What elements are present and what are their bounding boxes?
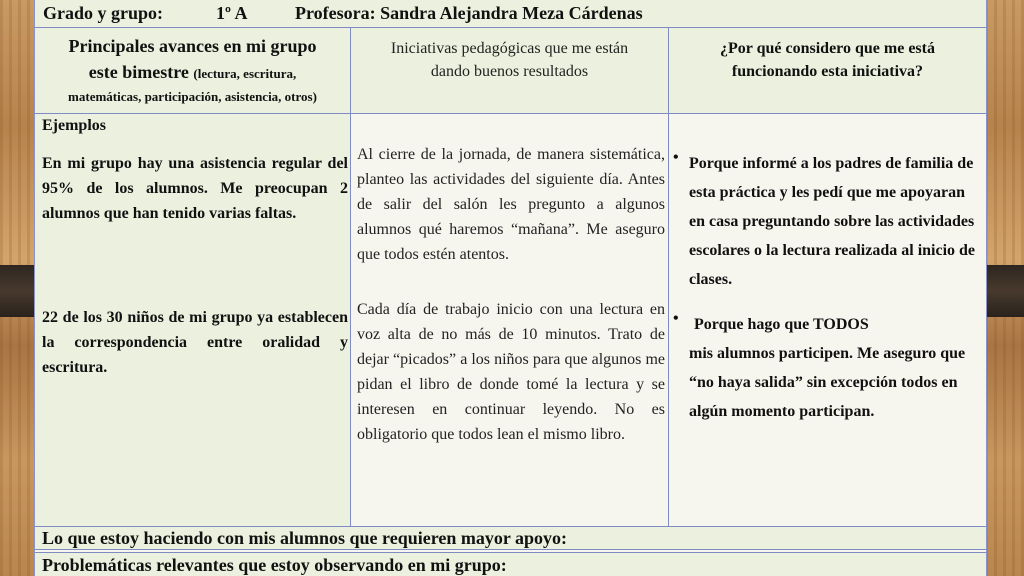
grid-line	[35, 549, 986, 550]
header-avances-line1: Principales avances en mi grupo	[68, 36, 317, 56]
header-iniciativas-text: Iniciativas pedagógicas que me están dando buenos resultados	[390, 40, 629, 80]
grado-value: 1º A	[216, 3, 248, 23]
header-avances-line2-text: este bimestre	[88, 62, 189, 82]
title-row	[35, 0, 986, 27]
header-por-que	[669, 28, 986, 113]
grid-line	[668, 28, 669, 526]
wood-dark-band-left	[0, 265, 34, 317]
header-avances-paren: (lectura, escritura,	[193, 66, 297, 81]
grid-line	[35, 526, 986, 527]
iniciativa-paragraph-1: Al cierre de la jornada, de manera sistemática, planteo las actividades del siguiente día. Antes de salir del salón les pregunto a algunos alumnos qué haremos “mañana”. Me aseguro que todos estén atentos.	[357, 146, 665, 263]
avances-paragraph-1: En mi grupo hay una asistencia regular del 95% de los alumnos. Me preocupan 2 alumnos que han tenido varias faltas.	[42, 155, 348, 222]
grid-line	[35, 113, 986, 114]
body-por-que	[669, 114, 986, 526]
bullet-dot-1: •	[673, 149, 679, 166]
header-avances-line2	[35, 58, 350, 88]
header-avances	[35, 28, 350, 113]
iniciativa-paragraph-2: Cada día de trabajo inicio con una lectura en voz alta de no más de 10 minutos. Trato de dejar “picados” a los niños para que algunos me pidan el libro de donde tomé la lectura y se interesen en continuar leyendo. No es obligatorio que todos lean el mismo libro.	[357, 301, 665, 443]
header-por-que-text: ¿Por qué considero que me está funcionando esta iniciativa?	[720, 40, 935, 80]
grid-line	[35, 552, 986, 553]
wood-dark-band-right	[985, 265, 1024, 317]
examples-label: Ejemplos	[42, 117, 106, 134]
por-que-bullet-1: Porque informé a los padres de familia de esta práctica y les pedí que me apoyaran en casa preguntando sobre las actividades escolares o la lectura realizada al inicio de clases.	[689, 155, 976, 288]
problematicas-row	[35, 553, 986, 576]
apoyo-row	[35, 527, 986, 549]
por-que-bullet-2-rest: mis alumnos participen. Me aseguro que “no haya salida” sin excepción todos en algún momento participan.	[689, 345, 966, 420]
report-table	[34, 0, 987, 576]
grid-line	[350, 28, 351, 526]
apoyo-row-text: Lo que estoy haciendo con mis alumnos que requieren mayor apoyo:	[42, 528, 568, 548]
grado-label: Grado y grupo:	[43, 3, 164, 23]
header-avances-line3: matemáticas, participación, asistencia, otros)	[68, 89, 317, 104]
header-iniciativas	[351, 28, 668, 113]
body-avances	[35, 114, 350, 526]
wood-background-right	[985, 0, 1024, 576]
avances-paragraph-2: 22 de los 30 niños de mi grupo ya establecen la correspondencia entre oralidad y escritura.	[42, 309, 348, 376]
body-iniciativas	[351, 114, 668, 526]
profesora-name: Profesora: Sandra Alejandra Meza Cárdenas	[295, 3, 643, 23]
por-que-bullet-2-line1: Porque hago que TODOS	[694, 316, 869, 333]
grid-line	[35, 27, 986, 28]
problematicas-row-text: Problemáticas relevantes que estoy observando en mi grupo:	[42, 555, 507, 575]
bullet-dot-2: •	[673, 310, 679, 327]
wood-background-left	[0, 0, 34, 576]
